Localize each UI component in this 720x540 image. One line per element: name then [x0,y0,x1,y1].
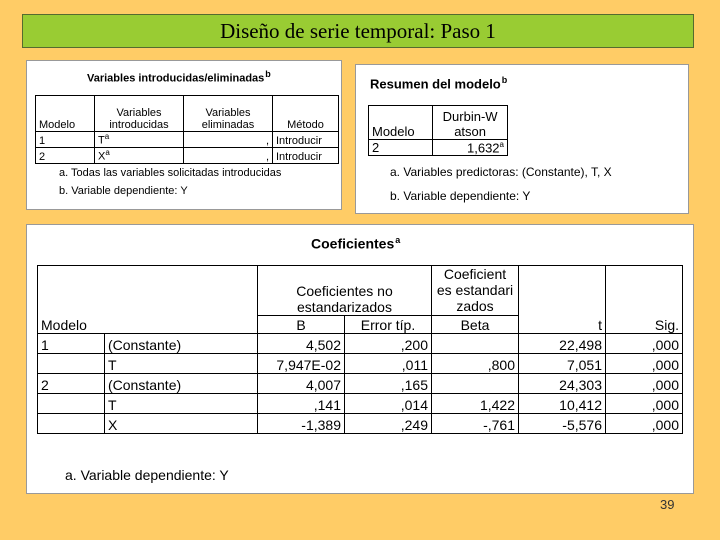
group-header-row [38,266,683,316]
cell-modelo: 2 [369,140,433,156]
cell-beta: -,761 [432,414,519,434]
page-number: 39 [660,497,675,512]
cell-beta: 1,422 [432,394,519,414]
cell-var: T [105,354,258,374]
table-row [38,374,683,394]
cell-beta: ,800 [432,354,519,374]
table-header-row [36,96,339,132]
table-header-row [38,316,683,334]
header-modelo: Modelo [38,316,258,334]
cell-sig: ,000 [606,334,683,354]
cell-sig: ,000 [606,394,683,414]
header-introducidas: Variables introducidas [95,96,184,132]
table-row [38,414,683,434]
header-b: B [258,316,345,334]
header-t: t [519,316,606,334]
cell-metodo: Introducir [273,148,339,164]
cell-t: 7,051 [519,354,606,374]
cell-sig: ,000 [606,414,683,434]
footnote-a: a. Variable dependiente: Y [65,467,229,483]
coefficients-title: Coeficientes$^a$ [311,235,401,252]
header-modelo: Modelo [36,96,95,132]
cell-eliminadas: , [184,148,273,164]
cell-modelo: 2 [36,148,95,164]
table-row [38,394,683,414]
cell-b: ,141 [258,394,345,414]
cell-sig: ,000 [606,354,683,374]
cell-t: 10,412 [519,394,606,414]
coefficients-table [37,265,683,434]
cell-var: (Constante) [105,334,258,354]
header-modelo: Modelo [369,106,433,140]
header-metodo: Método [273,96,339,132]
header-error-tip: Error típ. [345,316,432,334]
coefficients-panel [26,224,694,494]
slide-title: Diseño de serie temporal: Paso 1 [22,14,694,48]
cell-modelo: 1 [38,334,105,354]
cell-durbin-watson: 1,632$^a$ [433,140,508,156]
header-unstandardized: Coeficientes no estandarizados [258,266,432,316]
cell-modelo [38,394,105,414]
cell-t: 22,498 [519,334,606,354]
cell-sig: ,000 [606,374,683,394]
cell-beta [432,374,519,394]
table-row [38,334,683,354]
header-beta: Beta [432,316,519,334]
cell-modelo: 1 [36,132,95,148]
cell-se: ,165 [345,374,432,394]
footnote-b: b. Variable dependiente: Y [59,185,188,197]
cell-metodo: Introducir [273,132,339,148]
cell-se: ,249 [345,414,432,434]
cell-modelo: 2 [38,374,105,394]
footnote-a: a. Variables predictoras: (Constante), T, X [390,165,612,179]
variables-table [35,95,339,164]
header-durbin-watson: Durbin-W atson [433,106,508,140]
cell-var: (Constante) [105,374,258,394]
variables-table-panel [26,60,342,210]
table-row [369,140,508,156]
cell-se: ,011 [345,354,432,374]
model-summary-table [368,105,508,156]
cell-b: 4,007 [258,374,345,394]
cell-var: T [105,394,258,414]
cell-introducidas: $T^a$ [95,132,184,148]
cell-b: 4,502 [258,334,345,354]
header-eliminadas: Variables eliminadas [184,96,273,132]
cell-se: ,014 [345,394,432,414]
table-header-row [369,106,508,140]
cell-modelo [38,414,105,434]
table-row [36,132,339,148]
cell-introducidas: $X^a$ [95,148,184,164]
cell-eliminadas: , [184,132,273,148]
header-standardized: Coeficient es estandari zados [432,266,519,316]
cell-b: 7,947E-02 [258,354,345,374]
model-summary-panel [355,64,689,214]
model-summary-title: Resumen del modelo$^b$ [370,75,508,92]
cell-modelo [38,354,105,374]
cell-t: -5,576 [519,414,606,434]
cell-var: X [105,414,258,434]
cell-se: ,200 [345,334,432,354]
variables-table-title: Variables introducidas/eliminadas$^b$ [87,69,271,85]
cell-beta [432,334,519,354]
cell-b: -1,389 [258,414,345,434]
header-sig: Sig. [606,316,683,334]
table-row [36,148,339,164]
cell-t: 24,303 [519,374,606,394]
table-row [38,354,683,374]
footnote-b: b. Variable dependiente: Y [390,189,531,203]
footnote-a: a. Todas las variables solicitadas introducidas [59,167,282,179]
